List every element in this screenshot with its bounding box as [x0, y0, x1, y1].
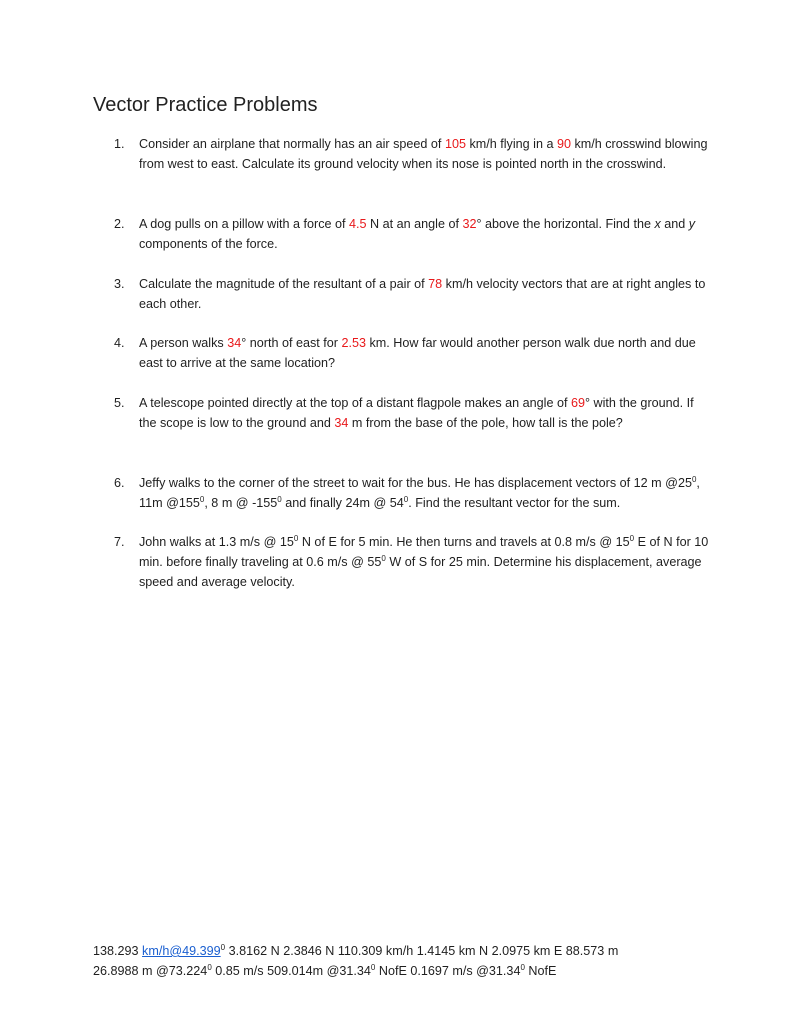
degree-superscript: 0 — [207, 962, 212, 972]
problem-number: 1. — [114, 137, 125, 151]
answer-link[interactable]: km/h@49.399 — [142, 944, 221, 958]
variable-x: x — [654, 217, 661, 231]
problem-4 — [114, 333, 709, 373]
highlight-value: 32 — [462, 217, 477, 231]
problem-text: ° with the ground. If the scope is low to the ground and — [139, 396, 694, 430]
page-title: Vector Practice Problems — [93, 94, 318, 116]
problem-number: 6. — [114, 476, 125, 490]
problem-text: km. How far would another person walk due north and due east to arrive at the same location? — [139, 336, 696, 370]
highlight-value: 4.5 — [349, 217, 367, 231]
highlight-value: 34 — [227, 336, 242, 350]
problem-text: John walks at 1.3 m/s @ 15 — [139, 535, 294, 549]
problem-text: Jeffy walks to the corner of the street to wait for the bus. He has displacement vectors of 12 m @25 — [139, 476, 692, 490]
problem-text: km/h crosswind blowing from west to east. Calculate its ground velocity when its nose is pointed north in the crosswind. — [139, 137, 708, 171]
answer-text: 0.85 m/s 509.014m @31.34 — [211, 964, 371, 978]
problem-text: ° north of east for — [241, 336, 342, 350]
highlight-value: 69 — [570, 396, 585, 410]
answer-text: NofE — [524, 964, 557, 978]
problem-text: . Find the resultant vector for the sum. — [408, 496, 621, 510]
problem-text: A person walks — [139, 336, 228, 350]
problem-text: A dog pulls on a pillow with a force of — [139, 217, 350, 231]
highlight-value: 2.53 — [341, 336, 366, 350]
answer-line-1 — [93, 941, 733, 961]
problem-text: ° above the horizontal. Find the — [476, 217, 655, 231]
problem-number: 2. — [114, 217, 125, 231]
problem-text: km/h flying in a — [465, 137, 557, 151]
problem-text: E of N for 10 min. before finally traveling at 0.6 m/s @ 55 — [139, 535, 709, 569]
problem-3 — [114, 274, 709, 314]
problem-text: , 8 m @ -155 — [204, 496, 278, 510]
degree-superscript: 0 — [220, 942, 226, 952]
degree-superscript: 0 — [520, 962, 525, 972]
problem-number: 7. — [114, 535, 125, 549]
problem-text: m from the base of the pole, how tall is the pole? — [348, 416, 623, 430]
highlight-value: 90 — [556, 137, 571, 151]
degree-superscript: 0 — [199, 494, 205, 504]
answer-text: NofE 0.1697 m/s @31.34 — [375, 964, 521, 978]
highlight-value: 78 — [428, 277, 443, 291]
degree-superscript: 0 — [629, 533, 635, 543]
answer-line-2 — [93, 961, 733, 981]
degree-superscript: 0 — [370, 962, 376, 972]
degree-superscript: 0 — [293, 533, 299, 543]
problem-text: N of E for 5 min. He then turns and travels at 0.8 m/s @ 15 — [298, 535, 630, 549]
problem-text: A telescope pointed directly at the top of a distant flagpole makes an angle of — [139, 396, 571, 410]
degree-superscript: 0 — [403, 494, 409, 504]
problem-text: km/h velocity vectors that are at right angles to each other. — [139, 277, 706, 311]
problem-number: 3. — [114, 277, 125, 291]
problem-2 — [114, 214, 709, 254]
problem-7 — [114, 532, 709, 592]
problem-text: W of S for 25 min. Determine his displacement, average speed and average velocity. — [139, 555, 702, 589]
problem-text: Consider an airplane that normally has an air speed of — [139, 137, 445, 151]
problem-6 — [114, 473, 709, 513]
problem-text: N at an angle of — [366, 217, 463, 231]
answer-text: 138.293 — [93, 944, 143, 958]
answer-text: 26.8988 m @73.224 — [93, 964, 208, 978]
highlight-value: 105 — [444, 137, 466, 151]
degree-superscript: 0 — [381, 553, 386, 563]
problem-number: 4. — [114, 336, 125, 350]
problem-text: and — [660, 217, 689, 231]
highlight-value: 34 — [334, 416, 349, 430]
answer-key — [93, 941, 733, 981]
degree-superscript: 0 — [277, 494, 282, 504]
problem-text: and finally 24m @ 54 — [281, 496, 404, 510]
problem-5 — [114, 393, 709, 433]
degree-superscript: 0 — [691, 474, 697, 484]
problem-text: Calculate the magnitude of the resultant of a pair of — [139, 277, 429, 291]
problem-text: components of the force. — [139, 237, 278, 251]
variable-y: y — [688, 217, 696, 231]
problem-text: , 11m @155 — [139, 476, 700, 510]
problem-1 — [114, 134, 709, 174]
problem-number: 5. — [114, 396, 125, 410]
answer-text: 3.8162 N 2.3846 N 110.309 km/h 1.4145 km N 2.0975 km E 88.573 m — [225, 944, 619, 958]
